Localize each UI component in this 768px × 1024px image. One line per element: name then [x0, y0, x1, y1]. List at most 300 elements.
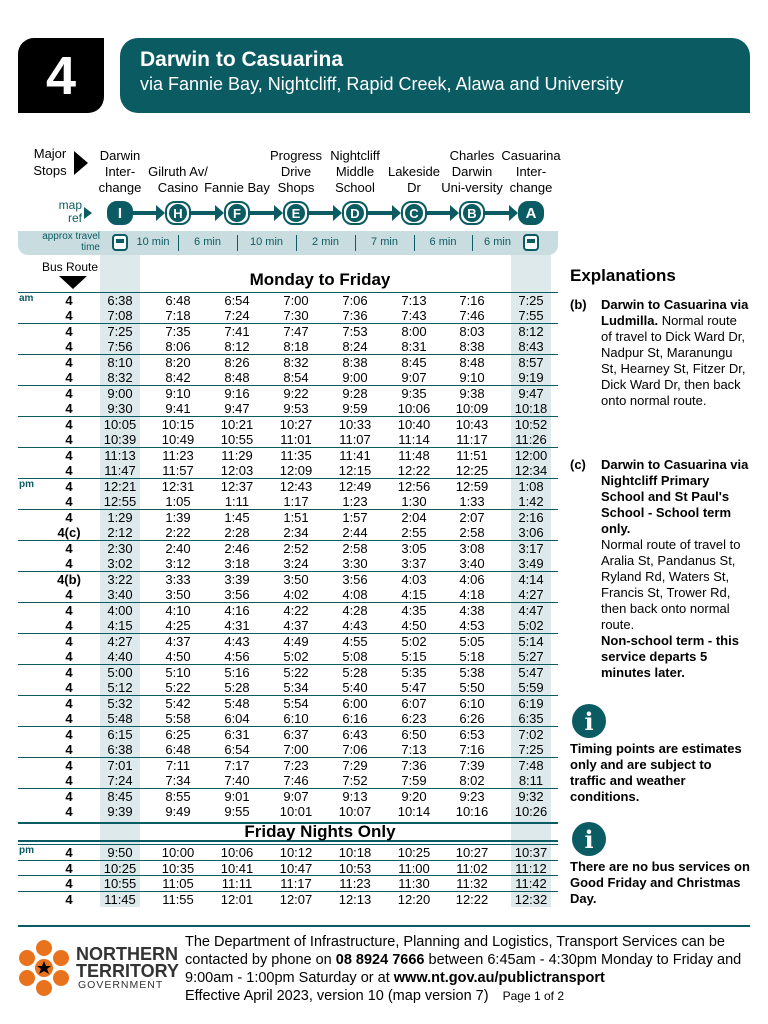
table-row: [18, 618, 558, 634]
map-arrow-icon: [156, 205, 165, 221]
map-arrow-icon: [509, 205, 518, 221]
explanation-c-code: (c): [570, 457, 586, 472]
holiday-note: There are no bus services on Good Friday and Christmas Day.: [570, 859, 750, 906]
time-cell: 9:22: [283, 386, 309, 401]
time-cell: 8:45: [401, 355, 427, 370]
time-cell: 5:47: [518, 665, 544, 680]
time-cell: 3:06: [518, 524, 544, 540]
table-row: [18, 401, 558, 417]
time-cell: 10:14: [397, 803, 431, 819]
travel-time: 6 min: [194, 236, 221, 248]
bus-route-cell: 4(b): [57, 572, 81, 587]
bus-route-cell: 4: [65, 648, 73, 664]
time-cell: 4:28: [342, 603, 368, 618]
time-cell: 12:49: [338, 479, 372, 494]
stop-header: Gilruth Av/ Casino: [148, 164, 208, 195]
time-cell: 5:38: [459, 665, 485, 680]
bus-route-cell: 4: [65, 400, 73, 416]
travel-separator: [414, 235, 415, 251]
time-cell: 4:43: [224, 634, 250, 649]
time-cell: 4:08: [342, 586, 368, 602]
footer-line2: between 6:45am - 4:30pm Monday to Friday and 9:00am - 1:00pm Saturday or at: [185, 952, 742, 986]
time-cell: 5:34: [283, 679, 309, 695]
time-cell: 5:02: [283, 648, 309, 664]
pm-label: pm: [19, 479, 34, 490]
time-cell: 11:26: [515, 431, 547, 447]
time-cell: 6:48: [165, 293, 191, 308]
time-cell: 10:25: [103, 860, 137, 876]
time-cell: 1:17: [283, 493, 309, 509]
time-cell: 10:43: [455, 417, 489, 432]
bus-route-cell: 4(c): [57, 524, 81, 540]
table-row: [18, 292, 558, 308]
time-cell: 10:26: [514, 803, 548, 819]
time-cell: 8:24: [342, 338, 368, 354]
map-arrow-icon: [215, 205, 224, 221]
time-cell: 12:55: [103, 493, 137, 509]
time-cell: 11:13: [104, 448, 136, 463]
map-ref-node: [165, 201, 191, 225]
time-cell: 4:25: [165, 617, 191, 633]
time-cell: 11:29: [221, 448, 253, 463]
time-cell: 11:11: [221, 876, 253, 891]
map-ref-letter: D: [346, 204, 364, 222]
map-ref-letter: H: [169, 204, 187, 222]
bus-route-cell: 4: [65, 665, 73, 680]
table-row: [18, 860, 558, 876]
time-cell: 8:54: [283, 369, 309, 385]
table-row: [18, 478, 558, 494]
time-cell: 10:52: [514, 417, 548, 432]
bus-route-cell: 4: [65, 541, 73, 556]
time-cell: 7:23: [283, 758, 309, 773]
time-cell: 10:40: [397, 417, 431, 432]
table-row: [18, 875, 558, 891]
table-row: [18, 447, 558, 463]
nt-government-label: GOVERNMENT: [78, 979, 164, 991]
bus-route-arrow-icon: [59, 276, 87, 289]
time-cell: 3:56: [224, 586, 250, 602]
time-cell: 3:24: [283, 555, 309, 571]
time-cell: 5:50: [459, 679, 485, 695]
time-cell: 4:53: [459, 617, 485, 633]
time-cell: 7:25: [107, 324, 133, 339]
time-cell: 5:16: [224, 665, 250, 680]
bus-route-label: Bus Route: [42, 260, 99, 274]
time-cell: 7:40: [224, 772, 250, 788]
time-cell: 10:21: [220, 417, 254, 432]
time-cell: 1:11: [224, 493, 250, 509]
table-row: [18, 370, 558, 386]
time-cell: 5:35: [401, 665, 427, 680]
time-cell: 7:24: [224, 307, 250, 323]
time-cell: 9:19: [518, 369, 544, 385]
time-cell: 2:30: [107, 541, 133, 556]
time-cell: 9:47: [518, 386, 544, 401]
time-cell: 6:07: [401, 696, 427, 711]
time-cell: 12:43: [279, 479, 313, 494]
time-cell: 11:47: [104, 462, 136, 478]
time-cell: 8:26: [224, 355, 250, 370]
time-cell: 7:11: [165, 758, 191, 773]
time-cell: 5:40: [342, 679, 368, 695]
time-cell: 6:23: [401, 710, 427, 726]
time-cell: 8:57: [518, 355, 544, 370]
time-cell: 4:37: [283, 617, 309, 633]
time-cell: 7:30: [283, 307, 309, 323]
bus-route-cell: 4: [65, 355, 73, 370]
bus-route-cell: 4: [65, 860, 73, 876]
time-cell: 11:55: [162, 891, 194, 907]
timing-note: Timing points are estimates only and are subject to traffic and weather conditions.: [570, 741, 742, 804]
time-cell: 7:43: [401, 307, 427, 323]
map-ref-letter: C: [405, 204, 423, 222]
time-cell: 10:25: [397, 845, 431, 860]
map-ref-node: [224, 201, 250, 225]
explanation-b: [570, 297, 750, 409]
time-cell: 2:22: [165, 524, 191, 540]
time-cell: 8:48: [224, 369, 250, 385]
table-row: [18, 695, 558, 711]
table-row: [18, 354, 558, 370]
time-cell: 9:10: [459, 369, 485, 385]
major-stops-label: Major Stops: [33, 146, 67, 178]
bus-route-cell: 4: [65, 603, 73, 618]
time-cell: 12:34: [514, 462, 548, 478]
time-cell: 7:00: [283, 293, 309, 308]
time-cell: 11:07: [339, 431, 371, 447]
time-cell: 4:43: [342, 617, 368, 633]
time-cell: 8:10: [107, 355, 133, 370]
time-cell: 4:06: [459, 572, 485, 587]
friday-timetable: [18, 844, 558, 906]
time-cell: 9:28: [342, 386, 368, 401]
footer-page: Page 1 of 2: [502, 989, 565, 1003]
time-cell: 3:40: [107, 586, 133, 602]
time-cell: 3:50: [165, 586, 191, 602]
time-cell: 2:52: [283, 541, 309, 556]
time-cell: 5:12: [107, 679, 133, 695]
time-cell: 10:37: [514, 845, 548, 860]
time-cell: 8:12: [224, 338, 250, 354]
bus-route-cell: 4: [65, 758, 73, 773]
bus-route-cell: 4: [65, 307, 73, 323]
map-ref-track: [100, 199, 559, 227]
time-cell: 10:27: [455, 845, 489, 860]
time-cell: 9:07: [401, 369, 427, 385]
time-cell: 5:22: [283, 665, 309, 680]
time-cell: 10:18: [338, 845, 372, 860]
time-cell: 1:05: [165, 493, 191, 509]
table-row: [18, 571, 558, 587]
time-cell: 12:13: [338, 891, 372, 907]
time-cell: 10:49: [161, 431, 195, 447]
map-ref-node: [459, 201, 485, 225]
time-cell: 9:00: [107, 386, 133, 401]
bus-route-cell: 4: [65, 448, 73, 463]
time-cell: 7:46: [283, 772, 309, 788]
time-cell: 8:45: [107, 789, 133, 804]
bus-route-cell: 4: [65, 772, 73, 788]
time-cell: 10:53: [338, 860, 372, 876]
table-row: [18, 416, 558, 432]
table-row: [18, 540, 558, 556]
time-cell: 4:22: [283, 603, 309, 618]
bus-route-cell: 4: [65, 369, 73, 385]
time-cell: 12:25: [455, 462, 489, 478]
stop-header: Progress Drive Shops: [269, 148, 323, 195]
time-cell: 2:58: [459, 524, 485, 540]
time-cell: 7:59: [401, 772, 427, 788]
time-cell: 5:28: [342, 665, 368, 680]
time-cell: 10:16: [455, 803, 489, 819]
time-cell: 9:39: [107, 803, 133, 819]
time-cell: 10:01: [279, 803, 313, 819]
time-cell: 7:29: [342, 758, 368, 773]
table-row: [18, 742, 558, 758]
time-cell: 4:27: [107, 634, 133, 649]
table-row: [18, 773, 558, 789]
time-cell: 10:09: [455, 400, 489, 416]
time-cell: 2:04: [401, 510, 427, 525]
time-cell: 3:02: [107, 555, 133, 571]
time-cell: 4:27: [518, 586, 544, 602]
time-cell: 9:16: [224, 386, 250, 401]
time-cell: 6:25: [165, 727, 191, 742]
time-cell: 2:16: [518, 510, 544, 525]
map-ref-letter: B: [463, 204, 481, 222]
time-cell: 10:27: [279, 417, 313, 432]
time-cell: 7:17: [224, 758, 250, 773]
table-row: [18, 463, 558, 479]
bus-route-cell: 4: [65, 293, 73, 308]
time-cell: 10:06: [397, 400, 431, 416]
time-cell: 8:38: [459, 338, 485, 354]
table-row: [18, 649, 558, 665]
time-cell: 3:39: [224, 572, 250, 587]
map-ref-node: [342, 201, 368, 225]
map-ref-arrow-icon: [84, 207, 92, 219]
table-row: [18, 680, 558, 696]
bus-route-cell: 4: [65, 727, 73, 742]
time-cell: 7:48: [518, 758, 544, 773]
time-cell: 7:25: [518, 741, 544, 757]
time-cell: 9:01: [224, 789, 250, 804]
page-subtitle: via Fannie Bay, Nightcliff, Rapid Creek, Alawa and University: [140, 74, 624, 94]
bus-route-cell: 4: [65, 479, 73, 494]
time-cell: 7:13: [401, 741, 427, 757]
travel-separator: [237, 235, 238, 251]
time-cell: 5:42: [165, 696, 191, 711]
time-cell: 7:35: [165, 324, 191, 339]
time-cell: 4:56: [224, 648, 250, 664]
time-cell: 4:31: [224, 617, 250, 633]
travel-separator: [178, 235, 179, 251]
time-cell: 4:47: [518, 603, 544, 618]
time-cell: 8:43: [518, 338, 544, 354]
time-cell: 12:22: [455, 891, 489, 907]
time-cell: 4:50: [401, 617, 427, 633]
friday-title: Friday Nights Only: [244, 822, 396, 841]
time-cell: 8:32: [283, 355, 309, 370]
time-cell: 11:45: [104, 891, 136, 907]
time-cell: 6:31: [224, 727, 250, 742]
am-label: am: [19, 293, 34, 304]
time-cell: 1:33: [459, 493, 485, 509]
bus-route-cell: 4: [65, 741, 73, 757]
bus-route-cell: 4: [65, 696, 73, 711]
time-cell: 9:30: [107, 400, 133, 416]
time-cell: 5:58: [165, 710, 191, 726]
time-cell: 10:35: [161, 860, 195, 876]
time-cell: 5:22: [165, 679, 191, 695]
time-cell: 7:18: [165, 307, 191, 323]
time-cell: 7:36: [401, 758, 427, 773]
time-cell: 12:07: [279, 891, 313, 907]
time-cell: 2:46: [224, 541, 250, 556]
time-cell: 12:03: [220, 462, 254, 478]
time-cell: 12:56: [397, 479, 431, 494]
time-cell: 12:09: [279, 462, 313, 478]
time-cell: 5:02: [401, 634, 427, 649]
time-cell: 4:40: [107, 648, 133, 664]
time-cell: 3:30: [342, 555, 368, 571]
time-cell: 11:12: [515, 860, 547, 876]
time-cell: 9:13: [342, 789, 368, 804]
map-ref-letter: E: [287, 204, 305, 222]
time-cell: 1:45: [224, 510, 250, 525]
time-cell: 12:31: [161, 479, 195, 494]
table-row: [18, 494, 558, 510]
time-cell: 6:10: [283, 710, 309, 726]
time-cell: 11:14: [398, 431, 430, 447]
time-cell: 8:48: [459, 355, 485, 370]
time-cell: 11:35: [280, 448, 312, 463]
table-row: [18, 891, 558, 907]
time-cell: 1:42: [518, 493, 544, 509]
travel-separator: [472, 235, 473, 251]
time-cell: 5:47: [401, 679, 427, 695]
bus-route-cell: 4: [65, 338, 73, 354]
stop-header: Nightcliff Middle School: [330, 148, 380, 195]
table-row: [18, 711, 558, 727]
map-ref-node: [401, 201, 427, 225]
table-row: [18, 757, 558, 773]
time-cell: 9:38: [459, 386, 485, 401]
time-cell: 5:15: [401, 648, 427, 664]
time-cell: 7:25: [518, 293, 544, 308]
time-cell: 3:56: [342, 572, 368, 587]
time-cell: 11:42: [515, 876, 547, 891]
time-cell: 6:53: [459, 727, 485, 742]
time-cell: 6:26: [459, 710, 485, 726]
time-cell: 6:16: [342, 710, 368, 726]
time-cell: 2:12: [107, 524, 133, 540]
stop-header: Fannie Bay: [204, 180, 270, 195]
time-cell: 9:59: [342, 400, 368, 416]
time-cell: 9:00: [342, 369, 368, 385]
time-cell: 4:49: [283, 634, 309, 649]
bus-route-cell: 4: [65, 431, 73, 447]
explanation-c-nonschool: Non-school term - this service departs 5 minutes later.: [601, 633, 739, 680]
weekday-title: Monday to Friday: [249, 270, 391, 289]
time-cell: 10:06: [220, 845, 254, 860]
time-cell: 12:20: [397, 891, 431, 907]
weekday-timetable: [18, 292, 558, 819]
time-cell: 12:22: [397, 462, 431, 478]
time-cell: 11:48: [398, 448, 430, 463]
time-cell: 10:18: [514, 400, 548, 416]
bus-route-cell: 4: [65, 876, 73, 891]
bus-route-cell: 4: [65, 324, 73, 339]
time-cell: 11:30: [398, 876, 430, 891]
time-cell: 11:23: [339, 876, 371, 891]
time-cell: 2:07: [459, 510, 485, 525]
time-cell: 10:47: [279, 860, 313, 876]
time-cell: 9:23: [459, 789, 485, 804]
travel-separator: [296, 235, 297, 251]
time-cell: 11:00: [398, 860, 430, 876]
time-cell: 7:55: [518, 307, 544, 323]
time-cell: 7:01: [107, 758, 133, 773]
time-cell: 3:37: [401, 555, 427, 571]
time-cell: 8:00: [401, 324, 427, 339]
time-cell: 2:34: [283, 524, 309, 540]
travel-time-label: approx travel time: [42, 231, 100, 253]
time-cell: 3:22: [107, 572, 133, 587]
time-cell: 1:51: [283, 510, 309, 525]
time-cell: 11:41: [339, 448, 371, 463]
explanation-c: [570, 457, 750, 681]
time-cell: 1:30: [401, 493, 427, 509]
time-cell: 11:01: [280, 431, 312, 447]
time-cell: 7:06: [342, 293, 368, 308]
time-cell: 7:34: [165, 772, 191, 788]
time-cell: 7:13: [401, 293, 427, 308]
footer-effective: Effective April 2023, version 10 (map version 7): [185, 988, 489, 1004]
time-cell: 8:03: [459, 324, 485, 339]
time-cell: 7:39: [459, 758, 485, 773]
page-title: Darwin to Casuarina: [140, 48, 344, 71]
footer-url-link[interactable]: www.nt.gov.au/publictransport: [393, 970, 605, 986]
table-row: [18, 432, 558, 448]
time-cell: 10:07: [338, 803, 372, 819]
time-cell: 6:50: [401, 727, 427, 742]
time-cell: 7:56: [107, 338, 133, 354]
time-cell: 5:02: [518, 617, 544, 633]
table-row: [18, 308, 558, 324]
table-row: [18, 385, 558, 401]
bus-route-cell: 4: [65, 510, 73, 525]
bus-route-cell: 4: [65, 386, 73, 401]
major-stops-arrow-icon: [74, 151, 88, 175]
footer-phone[interactable]: 08 8924 7666: [335, 952, 425, 968]
time-cell: 3:12: [165, 555, 191, 571]
time-cell: 8:20: [165, 355, 191, 370]
time-cell: 9:10: [165, 386, 191, 401]
time-cell: 8:42: [165, 369, 191, 385]
time-cell: 11:05: [162, 876, 194, 891]
time-cell: 9:50: [107, 845, 133, 860]
time-cell: 7:41: [224, 324, 250, 339]
table-row: [18, 525, 558, 541]
table-row: [18, 509, 558, 525]
map-ref-label: map ref: [58, 198, 82, 225]
nt-government-name: NORTHERN TERRITORY: [76, 944, 180, 981]
time-cell: 9:07: [283, 789, 309, 804]
time-cell: 10:05: [103, 417, 137, 432]
friday-pm-label: pm: [19, 845, 34, 856]
